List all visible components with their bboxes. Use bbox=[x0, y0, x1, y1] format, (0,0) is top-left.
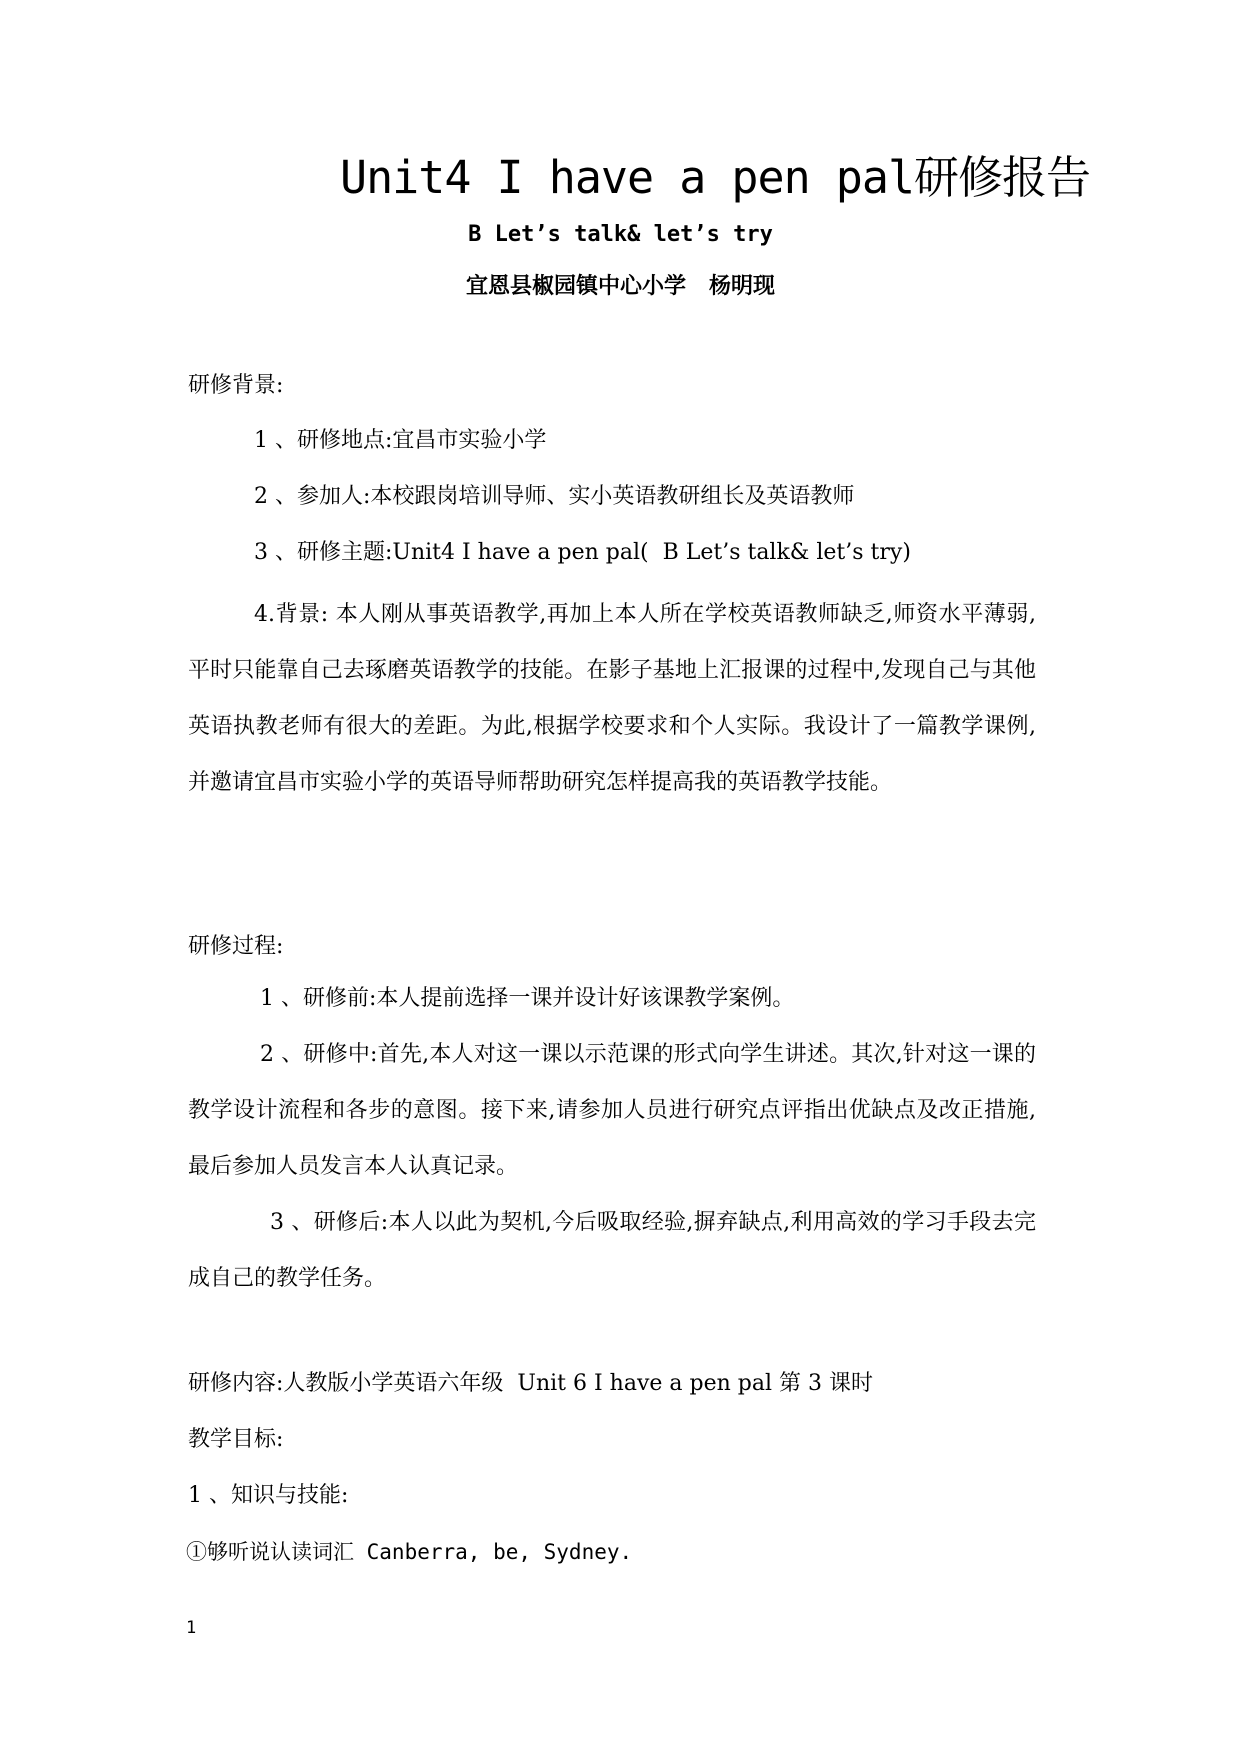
document-title: Unit4 I have a pen pal研修报告 bbox=[340, 151, 1091, 204]
page-number: 1 bbox=[186, 1618, 197, 1638]
process-item-before: 1 、研修前:本人提前选择一课并设计好该课教学案例。 bbox=[260, 986, 795, 1011]
content-line: 研修内容:人教版小学英语六年级 Unit 6 I have a pen pal 第 3 课时 bbox=[188, 1371, 873, 1396]
background-heading: 研修背景: bbox=[188, 373, 284, 398]
process-heading: 研修过程: bbox=[188, 934, 284, 959]
background-item-participants: 2 、参加人:本校跟岗培训导师、实小英语教研组长及英语教师 bbox=[254, 484, 855, 509]
background-item-topic: 3 、研修主题:Unit4 I have a pen pal( B Let’s talk& let’s try) bbox=[254, 540, 911, 565]
objective-vocabulary: ①够听说认读词汇 Canberra, be, Sydney. bbox=[186, 1540, 633, 1564]
process-item-after: 3 、研修后:本人以此为契机,今后吸取经验,摒弃缺点,利用高效的学习手段去完成自己的教学任务。 bbox=[188, 1210, 1036, 1291]
background-item-location: 1 、研修地点:宜昌市实验小学 bbox=[254, 428, 547, 453]
objectives-heading: 教学目标: bbox=[188, 1427, 284, 1452]
process-item-during: 2 、研修中:首先,本人对这一课以示范课的形式向学生讲述。其次,针对这一课的教学设计流程和各步的意图。接下来,请参加人员进行研究点评指出优缺点及改正措施,最后参加人员发言本人认真记录。 bbox=[188, 1042, 1036, 1179]
document-author: 宜恩县椒园镇中心小学 杨明现 bbox=[466, 273, 775, 299]
background-paragraph: 4.背景: 本人刚从事英语教学,再加上本人所在学校英语教师缺乏,师资水平薄弱,平时只能靠自己去琢磨英语教学的技能。在影子基地上汇报课的过程中,发现自己与其他英语执教老师有很大的差距。为此,根据学校要求和个人实际。我设计了一篇教学课例,并邀请宜昌市实验小学的英语导师帮助研究怎样提高我的英语教学技能。 bbox=[188, 602, 1036, 795]
objective-knowledge-skills: 1 、知识与技能: bbox=[188, 1483, 349, 1508]
document-subtitle: B Let’s talk& let’s try bbox=[468, 222, 773, 247]
